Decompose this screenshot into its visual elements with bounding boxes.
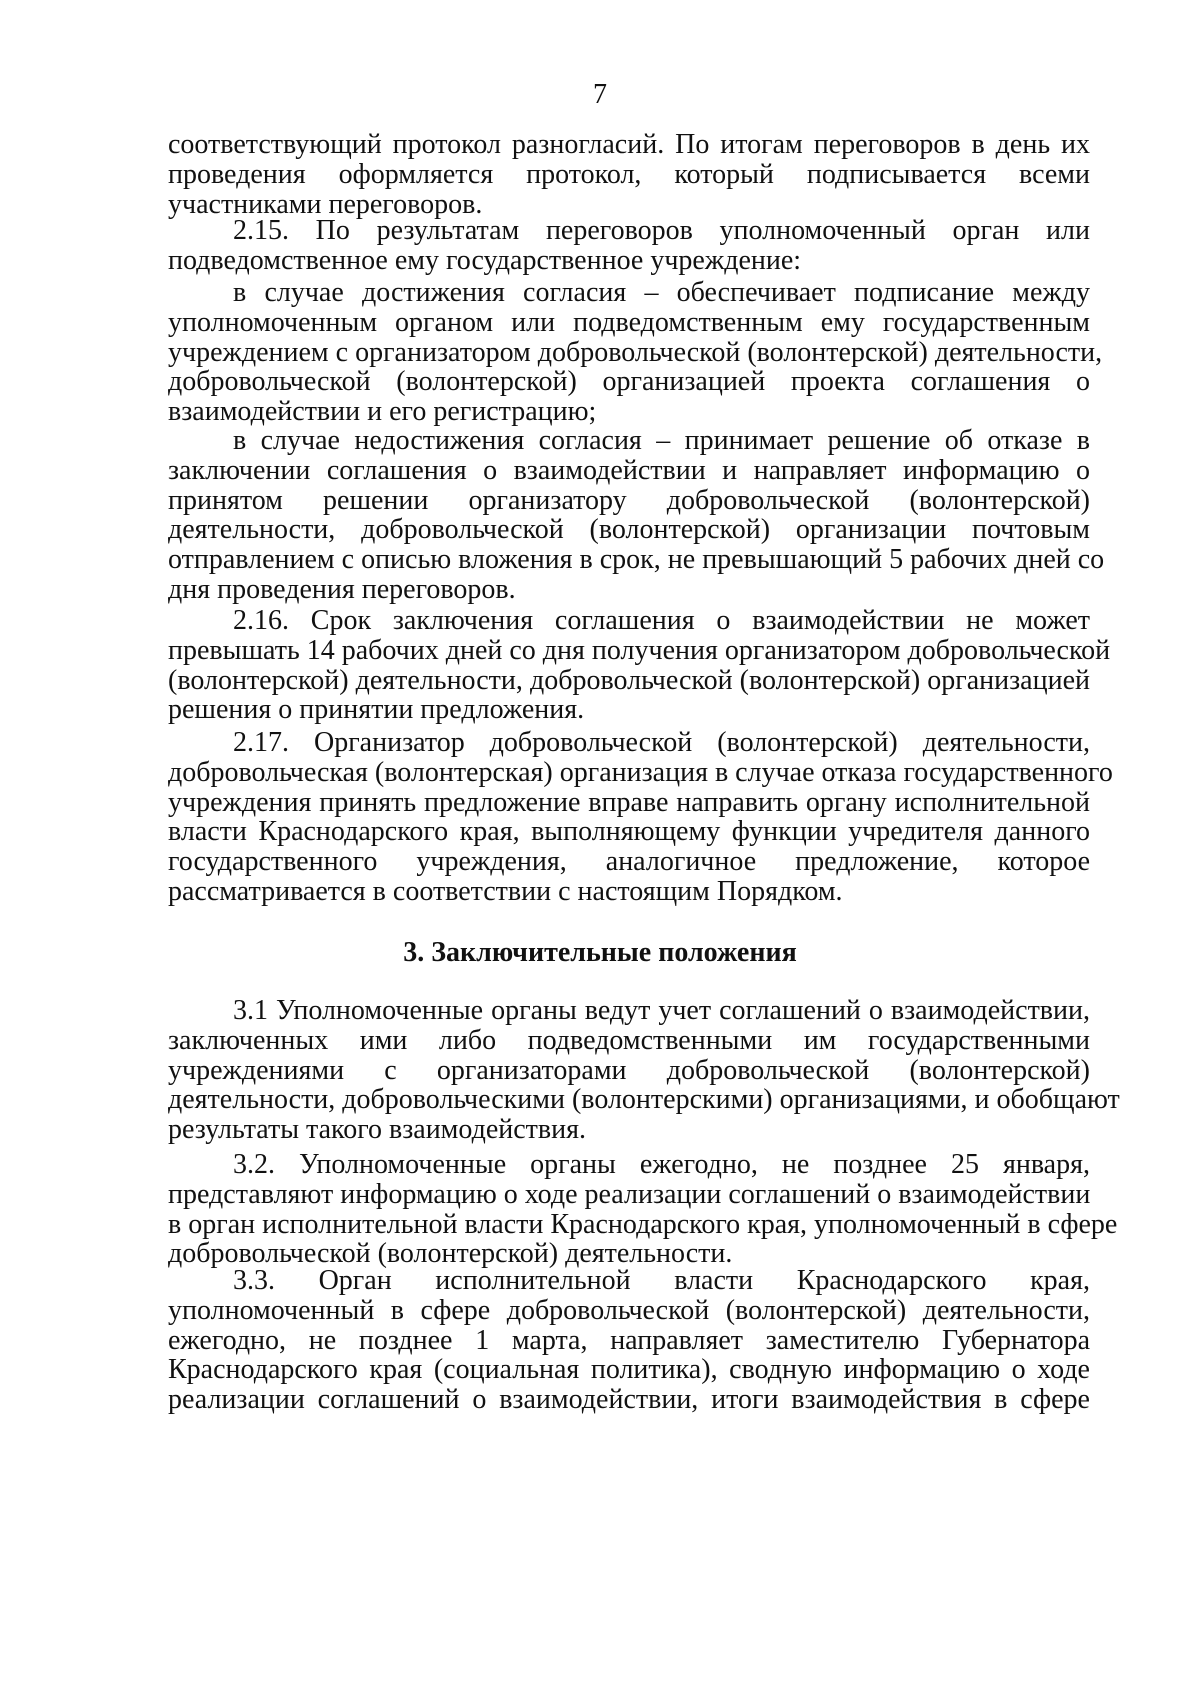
text-line: в случае недостижения согласия – принимает решение об отказе в [233,425,1090,456]
text-line: 3.1 Уполномоченные органы ведут учет соглашений о взаимодействии, [233,995,1090,1026]
text-line: 2.17. Организатор добровольческой (волонтерской) деятельности, [233,727,1090,758]
text-line: заключении соглашения о взаимодействии и направляет информацию о [168,454,1090,486]
text-line: отправлением с описью вложения в срок, не превышающий 5 рабочих дней со [168,544,1105,576]
text-line: принятом решении организатору добровольческой (волонтерской) [168,484,1090,516]
text-line: добровольческая (волонтерская) организация в случае отказа государственного [168,756,1113,788]
text-line: решения о принятии предложения. [168,694,585,726]
text-line: учреждением с организатором добровольческой (волонтерской) деятельности, [168,336,1103,368]
text-line: проведения оформляется протокол, который подписывается всеми [168,158,1090,190]
text-line: рассматривается в соответствии с настоящим Порядком. [168,876,843,907]
text-line: ежегодно, не позднее 1 марта, направляет заместителю Губернатора [168,1324,1090,1356]
text-line: в орган исполнительной власти Краснодарского края, уполномоченный в сфере [168,1208,1118,1240]
text-line: уполномоченным органом или подведомственным ему государственным [168,306,1090,338]
text-line: 3.2. Уполномоченные органы ежегодно, не позднее 25 января, [233,1149,1090,1180]
text-line: уполномоченный в сфере добровольческой (волонтерской) деятельности, [168,1294,1090,1326]
text-line: соответствующий протокол разногласий. По итогам переговоров в день их [168,129,1090,160]
text-line: в случае достижения согласия – обеспечивает подписание между [233,277,1090,308]
text-line: власти Краснодарского края, выполняющему функции учредителя данного [168,816,1090,848]
text-line: 3.3. Орган исполнительной власти Краснодарского края, [233,1265,1090,1296]
text-line: дня проведения переговоров. [168,574,516,605]
text-line: (волонтерской) деятельности, добровольческой (волонтерской) организацией [168,664,1090,696]
text-line: заключенных ими либо подведомственными им государственными [168,1024,1090,1056]
section-heading: 3. Заключительные положения [403,937,797,968]
text-line: результаты такого взаимодействия. [168,1114,587,1146]
text-line: 2.16. Срок заключения соглашения о взаимодействии не может [233,605,1090,636]
text-line: взаимодействии и его регистрацию; [168,396,597,428]
text-line: учреждениями с организаторами добровольческой (волонтерской) [168,1054,1090,1086]
text-line: Краснодарского края (социальная политика), сводную информацию о ходе [168,1354,1090,1386]
text-line: подведомственное ему государственное учреждение: [168,244,802,276]
page-number: 7 [593,79,607,110]
text-line: государственного учреждения, аналогичное предложение, которое [168,846,1090,878]
text-line: добровольческой (волонтерской) деятельности. [168,1238,733,1270]
text-line: реализации соглашений о взаимодействии, итоги взаимодействия в сфере [168,1384,1090,1416]
text-line: деятельности, добровольческими (волонтерскими) организациями, и обобщают [168,1084,1120,1116]
text-line: превышать 14 рабочих дней со дня получения организатором добровольческой [168,634,1111,666]
text-line: добровольческой (волонтерской) организацией проекта соглашения о [168,366,1090,398]
text-line: участниками переговоров. [168,188,483,220]
text-line: 2.15. По результатам переговоров уполномоченный орган или [233,215,1090,246]
text-line: деятельности, добровольческой (волонтерской) организации почтовым [168,514,1090,546]
text-line: учреждения принять предложение вправе направить органу исполнительной [168,786,1090,818]
text-line: представляют информацию о ходе реализации соглашений о взаимодействии [168,1178,1091,1210]
